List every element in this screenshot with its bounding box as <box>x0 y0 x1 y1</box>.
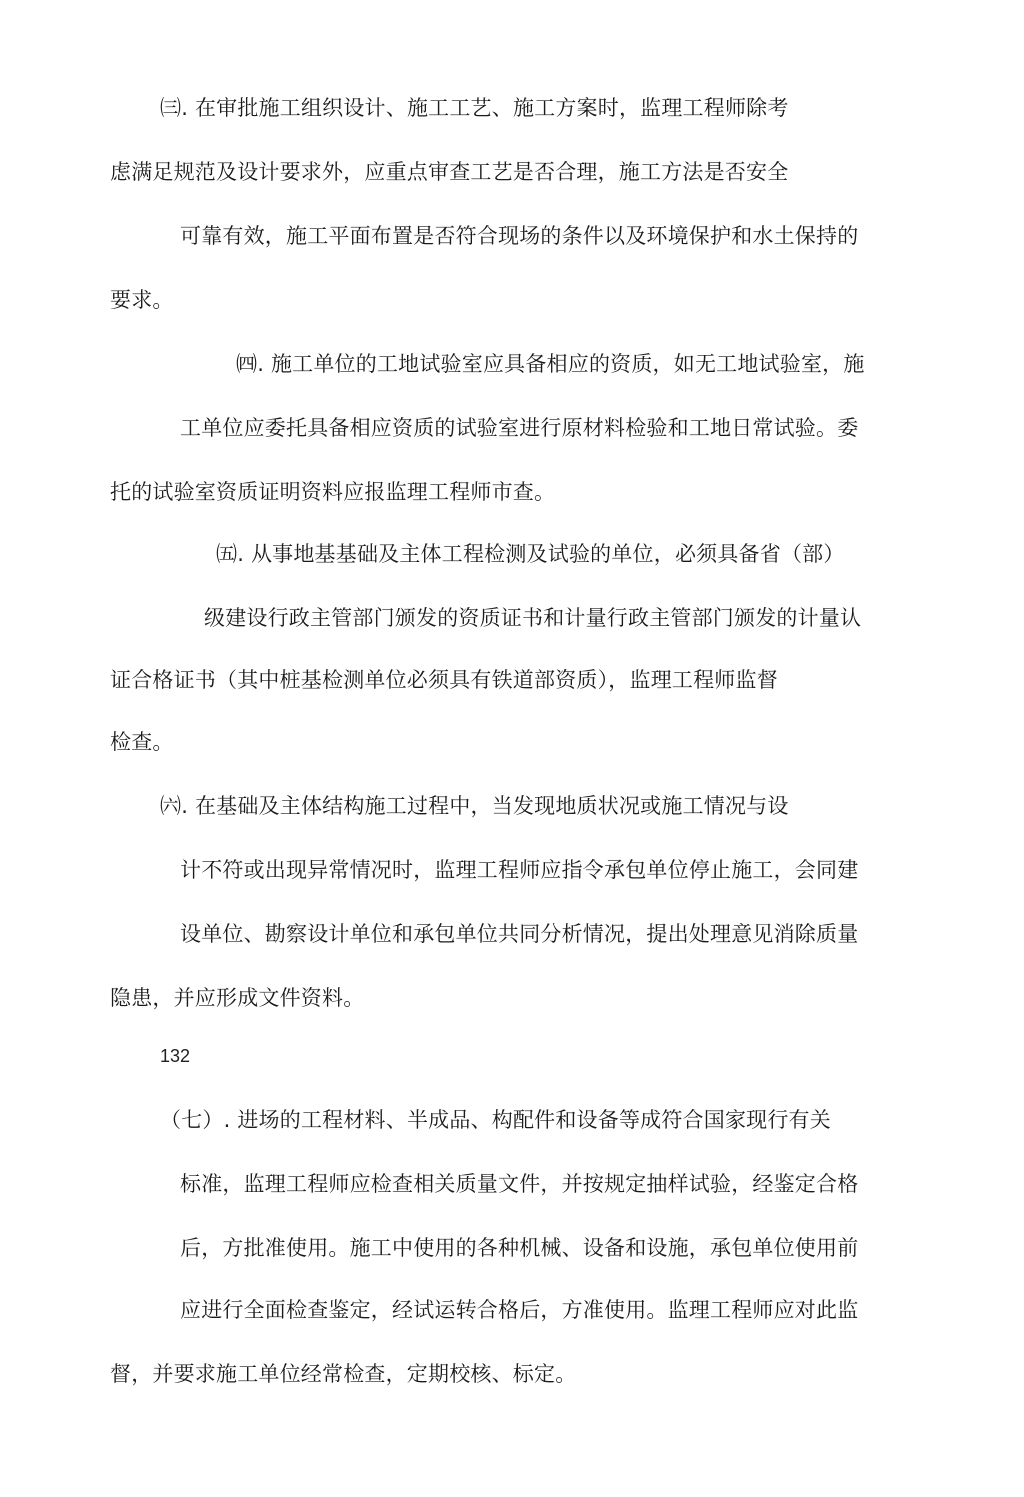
paragraph-3-line-4: 要求。 <box>110 288 174 312</box>
paragraph-6-line-4: 隐患，并应形成文件资料。 <box>110 986 365 1010</box>
paragraph-4-line-1: ㈣. 施工单位的工地试验室应具备相应的资质，如无工地试验室，施 <box>236 352 865 376</box>
paragraph-6-line-3: 设单位、勘察设计单位和承包单位共同分析情况，提出处理意见消除质量 <box>180 922 859 946</box>
paragraph-7-line-5: 督，并要求施工单位经常检查，定期校核、标定。 <box>110 1362 577 1386</box>
paragraph-3-line-3: 可靠有效，施工平面布置是否符合现场的条件以及环境保护和水土保持的 <box>180 224 859 248</box>
paragraph-7-line-2: 标准，监理工程师应检查相关质量文件，并按规定抽样试验，经鉴定合格 <box>180 1172 859 1196</box>
paragraph-7-line-4: 应进行全面检查鉴定，经试运转合格后，方准使用。监理工程师应对此监 <box>180 1298 859 1322</box>
paragraph-5-line-3: 证合格证书（其中桩基检测单位必须具有铁道部资质），监理工程师监督 <box>110 668 778 692</box>
paragraph-7-line-1: （七）. 进场的工程材料、半成品、构配件和设备等成符合国家现行有关 <box>160 1108 831 1132</box>
paragraph-4-line-3: 托的试验室资质证明资料应报监理工程师市查。 <box>110 480 556 504</box>
paragraph-5-line-4: 检查。 <box>110 730 174 754</box>
paragraph-6-line-1: ㈥. 在基础及主体结构施工过程中，当发现地质状况或施工情况与设 <box>160 794 789 818</box>
paragraph-3-line-1: ㈢. 在审批施工组织设计、施工工艺、施工方案时，监理工程师除考 <box>160 96 789 120</box>
paragraph-4-line-2: 工单位应委托具备相应资质的试验室进行原材料检验和工地日常试验。委 <box>180 416 859 440</box>
paragraph-7-line-3: 后，方批准使用。施工中使用的各种机械、设备和设施，承包单位使用前 <box>180 1236 859 1260</box>
paragraph-6-line-2: 计不符或出现异常情况时，监理工程师应指令承包单位停止施工，会同建 <box>180 858 859 882</box>
paragraph-5-line-1: ㈤. 从事地基基础及主体工程检测及试验的单位，必须具备省（部） <box>216 542 845 566</box>
paragraph-3-line-2: 虑满足规范及设计要求外，应重点审查工艺是否合理，施工方法是否安全 <box>110 160 789 184</box>
paragraph-5-line-2: 级建设行政主管部门颁发的资质证书和计量行政主管部门颁发的计量认 <box>204 606 862 630</box>
page-number: 132 <box>160 1046 191 1066</box>
